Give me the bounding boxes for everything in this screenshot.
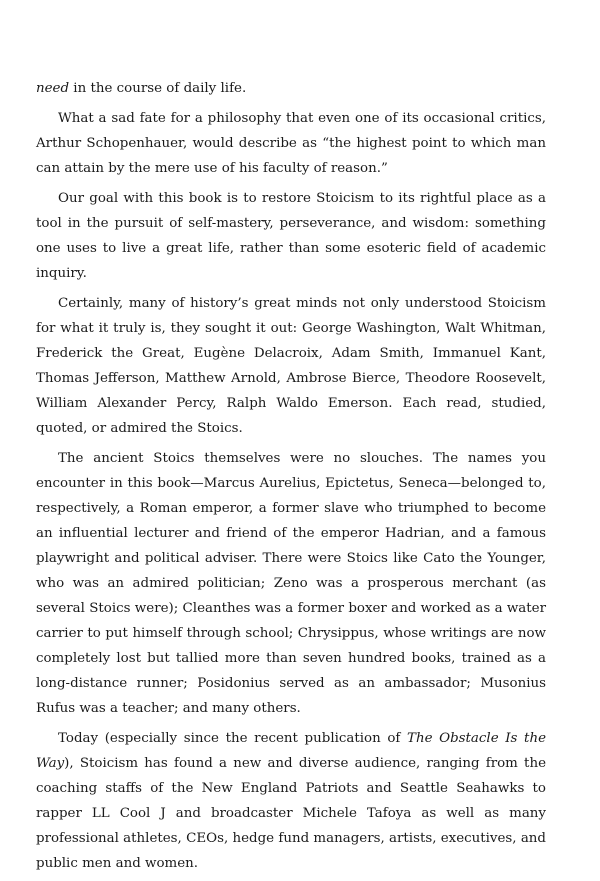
paragraph-6 [36, 726, 546, 876]
paragraph-6-pre: Today (especially since the recent publication of [58, 731, 408, 746]
paragraph-1-text: in the course of daily life. [69, 81, 247, 96]
paragraph-4: Certainly, many of history’s great minds not only understood Stoicism for what it truly is, they sought it out: George Washington, Walt Whitman, Frederick the Great, Eugène Delacroix, Adam Smith, Immanuel Kant, Thomas Jefferson, Matthew Arnold, Ambrose Bierce, Theodore Roosevelt, William Alexander Percy, Ralph Waldo Emerson. Each read, studied, quoted, or admired the Stoics. [36, 296, 546, 436]
paragraph-3: Our goal with this book is to restore Stoicism to its rightful place as a tool in the pursuit of self-mastery, perseverance, and wisdom: something one uses to live a great life, rather than some esoteric field of academic inquiry. [36, 191, 546, 281]
book-title-italic: The Obstacle Is the Way [36, 731, 546, 771]
paragraph-2: What a sad fate for a philosophy that even one of its occasional critics, Arthur Schopenhauer, would describe as “the highest point to which man can attain by the mere use of his faculty of reason.” [36, 111, 546, 176]
paragraph-5: The ancient Stoics themselves were no slouches. The names you encounter in this book—Marcus Aurelius, Epictetus, Seneca—belonged to, respectively, a Roman emperor, a former slave who triumphed to become an influential lecturer and friend of the emperor Hadrian, and a famous playwright and political adviser. There were Stoics like Cato the Younger, who was an admired politician; Zeno was a prosperous merchant (as several Stoics were); Cleanthes was a former boxer and worked as a water carrier to put himself through school; Chrysippus, whose writings are now completely lost but tallied more than seven hundred books, trained as a long-distance runner; Posidonius served as an ambassador; Musonius Rufus was a teacher; and many others. [36, 451, 546, 716]
book-page [36, 76, 546, 881]
paragraph-6-post: ), Stoicism has found a new and diverse audience, ranging from the coaching staffs of the New England Patriots and Seattle Seahawks to rapper LL Cool J and broadcaster Michele Tafoya as well as many professional athletes, CEOs, hedge fund managers, artists, executives, and public men and women. [36, 756, 546, 871]
italic-word-need: need [36, 81, 70, 96]
paragraph-1 [36, 76, 546, 101]
